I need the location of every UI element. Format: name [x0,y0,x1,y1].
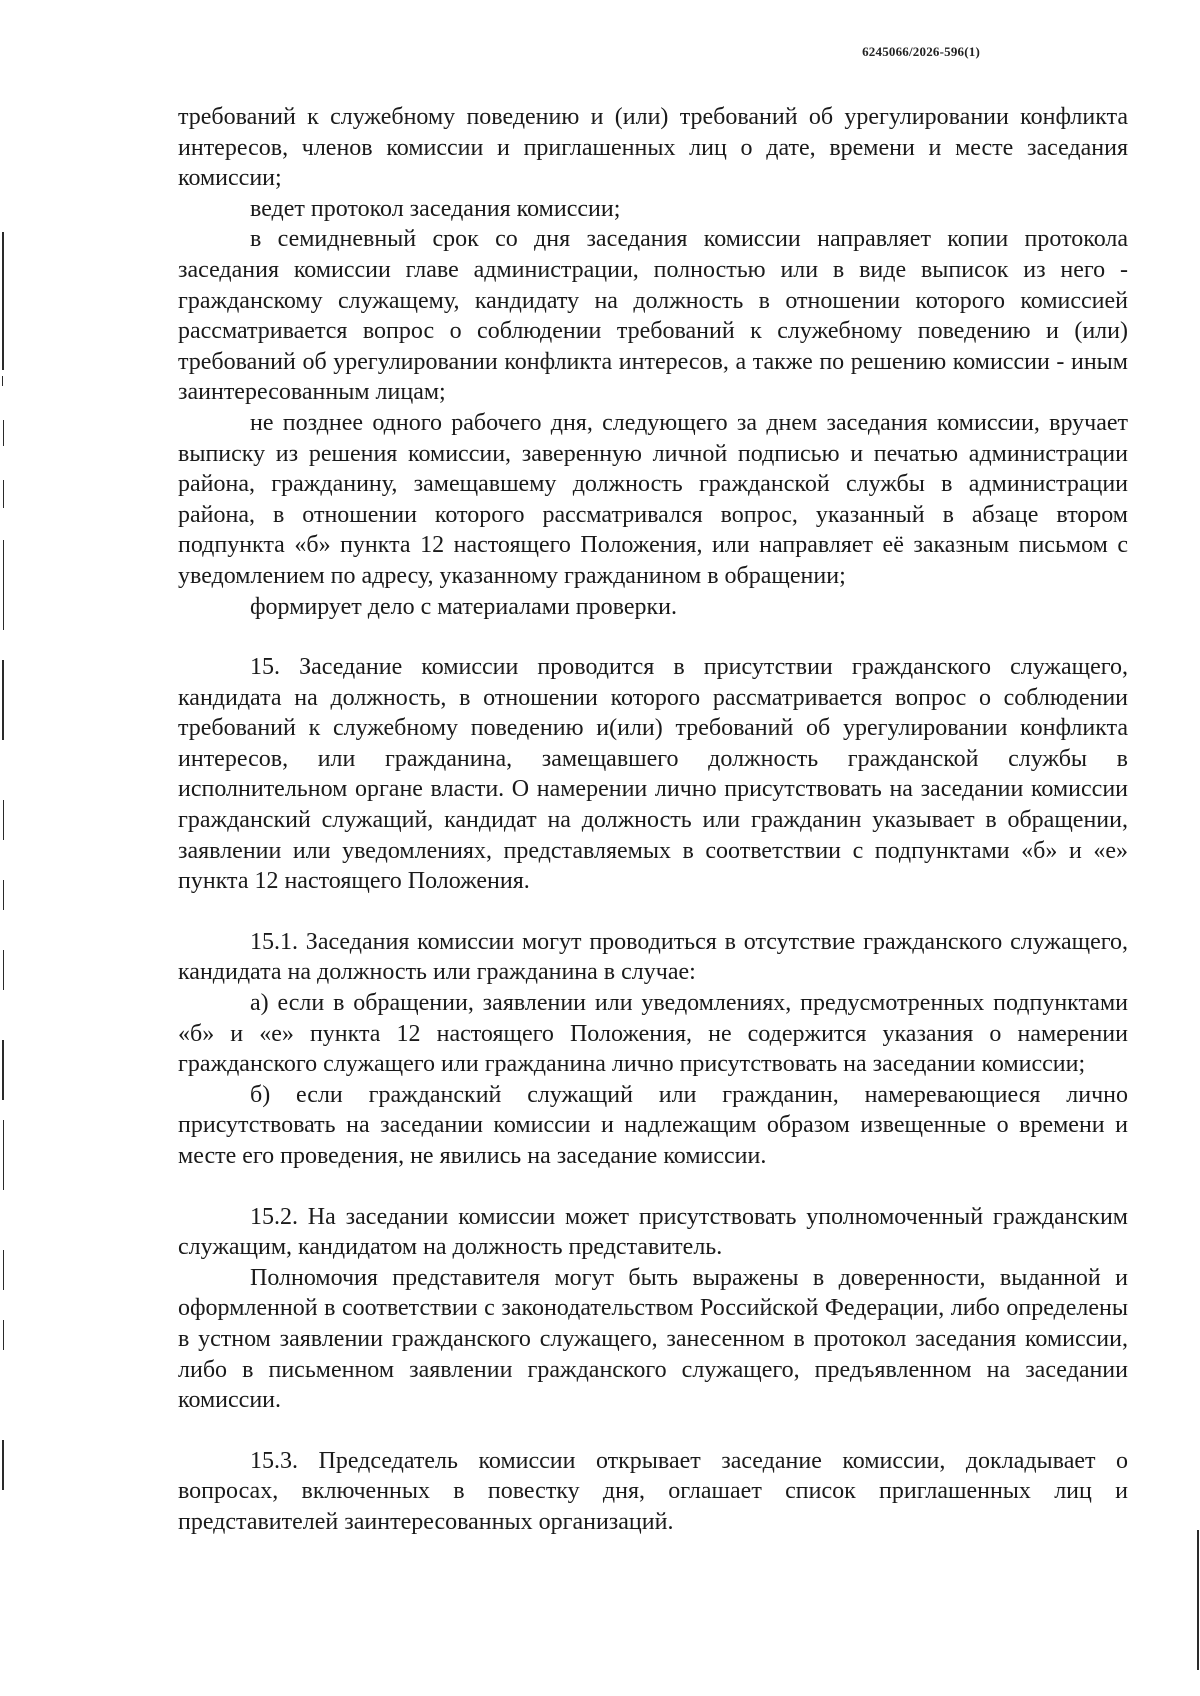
scan-edge-mark [2,376,3,386]
scan-edge-mark [3,950,4,990]
scan-edge-mark [3,480,4,508]
paragraph: формирует дело с материалами проверки. [250,593,677,620]
scan-edge-mark [2,232,4,370]
paragraph: а) если в обращении, заявлении или уведомлениях, предусмотренных подпунктами «б» и «е» пункта 12 настоящего Положения, не содержится указания о намерении гражданского служащего или гражданина лично присутствовать на заседании комиссии; [178,990,1128,1078]
document-body [178,102,1128,1538]
paragraph: б) если гражданский служащий или гражданин, намеревающиеся лично присутствовать на заседании комиссии и надлежащим образом извещенные о времени и месте его проведения, не явились на заседание комиссии. [178,1081,1128,1169]
paragraph-section-15-2: 15.2. На заседании комиссии может присутствовать уполномоченный гражданским служащим, кандидатом на должность представитель. [178,1203,1128,1261]
paragraph: не позднее одного рабочего дня, следующего за днем заседания комиссии, вручает выписку из решения комиссии, заверенную личной подписью и печатью администрации района, гражданину, замещавшему должность гражданской службы в администрации района, в отношении которого рассматривался вопрос, указанный в абзаце втором подпункта «б» пункта 12 настоящего Положения, или направляет её заказным письмом с уведомлением по адресу, указанному гражданином в обращении; [178,409,1128,589]
scan-edge-mark [3,540,4,630]
paragraph-section-15-3: 15.3. Председатель комиссии открывает заседание комиссии, докладывает о вопросах, включенных в повестку дня, оглашает список приглашенных лиц и представителей заинтересованных организаций. [178,1447,1128,1535]
scan-edge-mark [3,420,4,446]
scan-edge-mark [2,660,4,740]
paragraph-section-15: 15. Заседание комиссии проводится в присутствии гражданского служащего, кандидата на должность, в отношении которого рассматривается вопрос о соблюдении требований к служебному поведению и(или) требований об урегулировании конфликта интересов, или гражданина, замещавшего должность гражданской службы в исполнительном органе власти. О намерении лично присутствовать на заседании комиссии гражданский служащий, кандидат на должность или гражданин указывает в обращении, заявлении или уведомлениях, представляемых в соответствии с подпунктами «б» и «е» пункта 12 настоящего Положения. [178,654,1128,895]
scan-edge-mark [3,1250,4,1290]
scan-edge-mark [2,1040,4,1100]
scan-edge-mark [2,1440,4,1490]
scan-edge-mark [3,1320,4,1350]
scan-edge-mark [3,800,4,840]
paragraph: требований к служебному поведению и (или) требований об урегулировании конфликта интересов, членов комиссии и приглашенных лиц о дате, времени и месте заседания комиссии; [178,104,1128,192]
paragraph-section-15-1: 15.1. Заседания комиссии могут проводиться в отсутствие гражданского служащего, кандидата на должность или гражданина в случае: [178,928,1128,986]
scan-edge-mark [3,1120,4,1190]
document-number: 6245066/2026-596(1) [862,44,980,59]
paragraph: ведет протокол заседания комиссии; [250,195,621,222]
paragraph: Полномочия представителя могут быть выражены в доверенности, выданной и оформленной в соответствии с законодательством Российской Федерации, либо определены в устном заявлении гражданского служащего, занесенном в протокол заседания комиссии, либо в письменном заявлении гражданского служащего, предъявленном на заседании комиссии. [178,1264,1128,1414]
scan-edge-mark [3,880,4,910]
paragraph: в семидневный срок со дня заседания комиссии направляет копии протокола заседания комиссии главе администрации, полностью или в виде выписок из него - гражданскому служащему, кандидату на должность в отношении которого комиссией рассматривается вопрос о соблюдении требований к служебному поведению и (или) требований об урегулировании конфликта интересов, а также по решению комиссии - иным заинтересованным лицам; [178,226,1128,406]
scan-edge-mark [1197,1530,1199,1670]
